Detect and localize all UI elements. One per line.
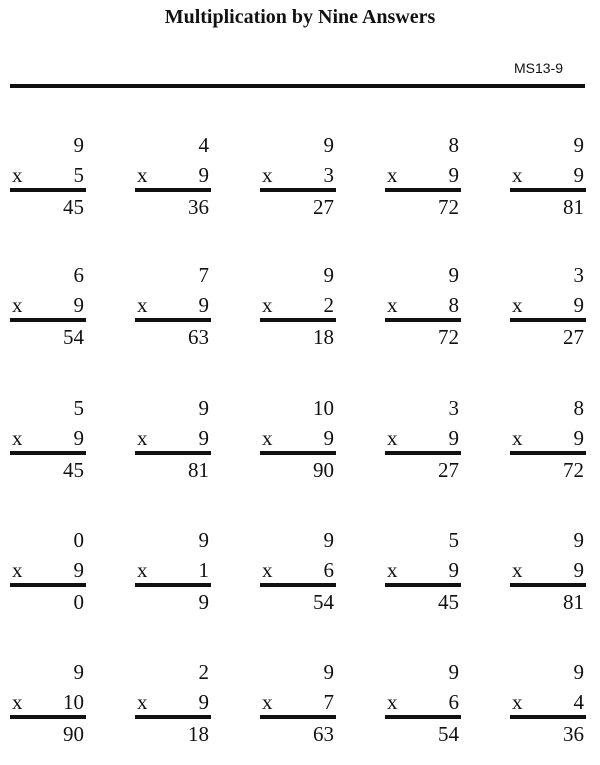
header-rule bbox=[10, 84, 585, 88]
answer: 90 bbox=[63, 722, 84, 746]
answer: 63 bbox=[188, 325, 209, 349]
times-sign: x bbox=[387, 163, 398, 187]
times-sign: x bbox=[512, 163, 523, 187]
problem-1-5 bbox=[510, 132, 586, 222]
times-sign: x bbox=[12, 163, 23, 187]
problem-3-3 bbox=[260, 395, 336, 485]
multiplicand: 9 bbox=[448, 660, 459, 684]
answer-rule bbox=[260, 188, 336, 192]
multiplicand: 3 bbox=[573, 263, 584, 287]
multiplicand: 9 bbox=[73, 133, 84, 157]
multiplicand: 8 bbox=[448, 133, 459, 157]
problem-2-3 bbox=[260, 262, 336, 352]
answer-rule bbox=[385, 583, 461, 587]
multiplicand: 9 bbox=[323, 528, 334, 552]
answer-rule bbox=[510, 715, 586, 719]
answer: 0 bbox=[73, 590, 84, 614]
worksheet-code: MS13-9 bbox=[514, 60, 564, 76]
multiplicand: 5 bbox=[73, 396, 84, 420]
problem-2-4 bbox=[385, 262, 461, 352]
answer: 18 bbox=[188, 722, 209, 746]
problem-5-1 bbox=[10, 659, 86, 749]
answer: 45 bbox=[63, 458, 84, 482]
times-sign: x bbox=[12, 690, 23, 714]
multiplicand: 4 bbox=[198, 133, 209, 157]
times-sign: x bbox=[137, 163, 148, 187]
problem-4-4 bbox=[385, 527, 461, 617]
problem-2-5 bbox=[510, 262, 586, 352]
answer-rule bbox=[260, 318, 336, 322]
answer-rule bbox=[10, 715, 86, 719]
multiplier: 9 bbox=[323, 426, 334, 450]
multiplicand: 3 bbox=[448, 396, 459, 420]
problem-2-2 bbox=[135, 262, 211, 352]
times-sign: x bbox=[262, 163, 273, 187]
times-sign: x bbox=[137, 690, 148, 714]
answer: 54 bbox=[438, 722, 459, 746]
times-sign: x bbox=[512, 690, 523, 714]
answer-rule bbox=[510, 451, 586, 455]
answer-rule bbox=[10, 188, 86, 192]
problem-5-4 bbox=[385, 659, 461, 749]
answer: 90 bbox=[313, 458, 334, 482]
answer-rule bbox=[10, 318, 86, 322]
times-sign: x bbox=[512, 426, 523, 450]
problem-5-5 bbox=[510, 659, 586, 749]
times-sign: x bbox=[12, 558, 23, 582]
multiplier: 9 bbox=[573, 163, 584, 187]
answer: 54 bbox=[63, 325, 84, 349]
answer-rule bbox=[510, 583, 586, 587]
times-sign: x bbox=[137, 426, 148, 450]
multiplier: 6 bbox=[323, 558, 334, 582]
answer: 72 bbox=[438, 195, 459, 219]
multiplicand: 9 bbox=[73, 660, 84, 684]
multiplier: 9 bbox=[198, 690, 209, 714]
answer: 18 bbox=[313, 325, 334, 349]
multiplier: 9 bbox=[73, 558, 84, 582]
problem-1-4 bbox=[385, 132, 461, 222]
problem-1-3 bbox=[260, 132, 336, 222]
answer: 9 bbox=[198, 590, 209, 614]
multiplicand: 9 bbox=[198, 396, 209, 420]
times-sign: x bbox=[137, 293, 148, 317]
multiplier: 1 bbox=[198, 558, 209, 582]
answer: 27 bbox=[438, 458, 459, 482]
multiplier: 6 bbox=[448, 690, 459, 714]
page-title: Multiplication by Nine Answers bbox=[164, 6, 436, 28]
times-sign: x bbox=[262, 558, 273, 582]
multiplicand: 9 bbox=[573, 660, 584, 684]
problem-1-1 bbox=[10, 132, 86, 222]
multiplicand: 7 bbox=[198, 263, 209, 287]
multiplier: 9 bbox=[198, 163, 209, 187]
multiplier: 9 bbox=[73, 293, 84, 317]
multiplier: 10 bbox=[63, 690, 84, 714]
answer-rule bbox=[135, 318, 211, 322]
problem-3-5 bbox=[510, 395, 586, 485]
answer-rule bbox=[135, 451, 211, 455]
answer-rule bbox=[260, 715, 336, 719]
answer-rule bbox=[385, 451, 461, 455]
times-sign: x bbox=[512, 293, 523, 317]
answer: 81 bbox=[563, 195, 584, 219]
times-sign: x bbox=[512, 558, 523, 582]
multiplicand: 9 bbox=[448, 263, 459, 287]
answer-rule bbox=[135, 715, 211, 719]
problem-3-4 bbox=[385, 395, 461, 485]
problem-1-2 bbox=[135, 132, 211, 222]
answer-rule bbox=[260, 583, 336, 587]
multiplier: 9 bbox=[73, 426, 84, 450]
answer: 63 bbox=[313, 722, 334, 746]
answer-rule bbox=[135, 583, 211, 587]
answer-rule bbox=[385, 188, 461, 192]
answer-rule bbox=[10, 451, 86, 455]
answer: 27 bbox=[313, 195, 334, 219]
multiplicand: 8 bbox=[573, 396, 584, 420]
answer: 54 bbox=[313, 590, 334, 614]
times-sign: x bbox=[12, 426, 23, 450]
multiplicand: 9 bbox=[323, 263, 334, 287]
multiplier: 9 bbox=[448, 426, 459, 450]
multiplicand: 2 bbox=[198, 660, 209, 684]
problem-5-3 bbox=[260, 659, 336, 749]
answer-rule bbox=[510, 318, 586, 322]
multiplier: 2 bbox=[323, 293, 334, 317]
times-sign: x bbox=[262, 426, 273, 450]
multiplier: 8 bbox=[448, 293, 459, 317]
times-sign: x bbox=[137, 558, 148, 582]
multiplier: 5 bbox=[73, 163, 84, 187]
answer-rule bbox=[10, 583, 86, 587]
times-sign: x bbox=[387, 558, 398, 582]
multiplier: 7 bbox=[323, 690, 334, 714]
answer: 81 bbox=[188, 458, 209, 482]
times-sign: x bbox=[262, 690, 273, 714]
times-sign: x bbox=[387, 426, 398, 450]
problem-2-1 bbox=[10, 262, 86, 352]
times-sign: x bbox=[262, 293, 273, 317]
times-sign: x bbox=[387, 690, 398, 714]
answer-rule bbox=[260, 451, 336, 455]
answer-rule bbox=[510, 188, 586, 192]
multiplicand: 9 bbox=[573, 133, 584, 157]
times-sign: x bbox=[387, 293, 398, 317]
answer-rule bbox=[385, 715, 461, 719]
answer-rule bbox=[135, 188, 211, 192]
answer: 45 bbox=[438, 590, 459, 614]
problem-4-2 bbox=[135, 527, 211, 617]
multiplicand: 10 bbox=[313, 396, 334, 420]
multiplicand: 9 bbox=[198, 528, 209, 552]
multiplicand: 6 bbox=[73, 263, 84, 287]
multiplier: 9 bbox=[573, 293, 584, 317]
answer: 72 bbox=[563, 458, 584, 482]
multiplicand: 9 bbox=[323, 133, 334, 157]
problem-4-5 bbox=[510, 527, 586, 617]
multiplier: 9 bbox=[448, 558, 459, 582]
answer: 72 bbox=[438, 325, 459, 349]
multiplicand: 9 bbox=[323, 660, 334, 684]
multiplier: 9 bbox=[198, 293, 209, 317]
multiplicand: 9 bbox=[573, 528, 584, 552]
answer: 81 bbox=[563, 590, 584, 614]
problem-4-3 bbox=[260, 527, 336, 617]
answer: 36 bbox=[563, 722, 584, 746]
times-sign: x bbox=[12, 293, 23, 317]
multiplier: 9 bbox=[198, 426, 209, 450]
multiplicand: 0 bbox=[73, 528, 84, 552]
problem-3-2 bbox=[135, 395, 211, 485]
answer: 36 bbox=[188, 195, 209, 219]
multiplier: 4 bbox=[573, 690, 584, 714]
answer: 45 bbox=[63, 195, 84, 219]
problem-5-2 bbox=[135, 659, 211, 749]
answer: 27 bbox=[563, 325, 584, 349]
multiplier: 9 bbox=[573, 558, 584, 582]
problem-3-1 bbox=[10, 395, 86, 485]
multiplier: 3 bbox=[323, 163, 334, 187]
problem-4-1 bbox=[10, 527, 86, 617]
multiplicand: 5 bbox=[448, 528, 459, 552]
multiplier: 9 bbox=[448, 163, 459, 187]
multiplier: 9 bbox=[573, 426, 584, 450]
answer-rule bbox=[385, 318, 461, 322]
